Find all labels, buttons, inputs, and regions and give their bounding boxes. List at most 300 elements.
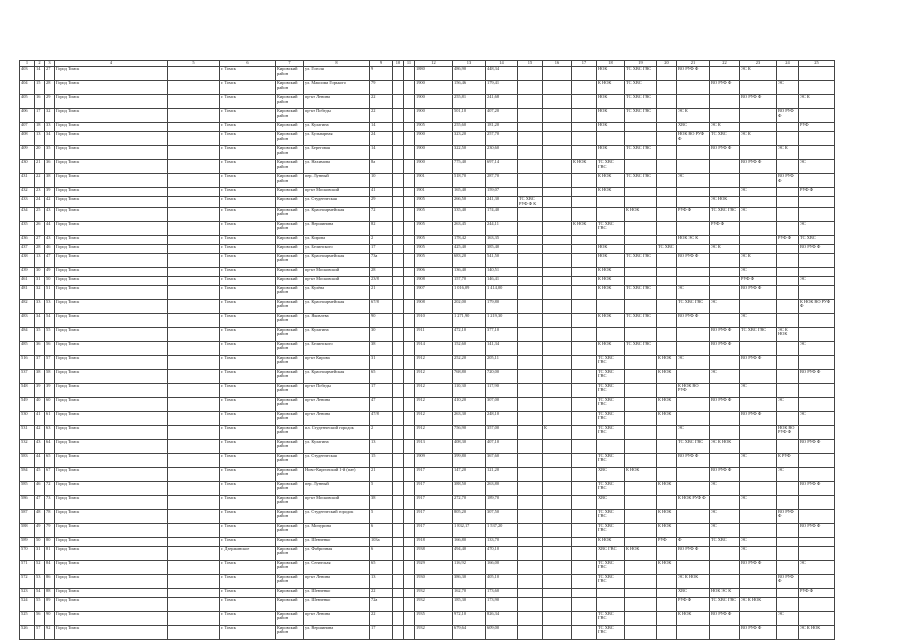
table-cell <box>625 188 657 197</box>
table-cell <box>572 188 597 197</box>
table-cell: ул. Студенческая <box>304 197 370 208</box>
table-cell <box>625 132 657 146</box>
table-cell: ВО РУФ Ф <box>777 174 799 188</box>
table-cell: ЭС К НОК <box>799 625 835 639</box>
table-cell: 29 <box>45 95 55 109</box>
table-cell: 483 <box>20 313 35 327</box>
table-cell <box>799 597 835 611</box>
table-row <box>20 625 835 639</box>
table-cell: Кировский район <box>276 174 304 188</box>
table-cell <box>799 546 835 560</box>
table-cell: 79 <box>45 523 55 537</box>
table-cell <box>168 523 220 537</box>
table-cell: 30 <box>370 327 393 341</box>
table-cell: 1917 <box>415 495 453 509</box>
table-cell: Город Томск <box>55 495 168 509</box>
table-cell <box>657 132 677 146</box>
table-cell: Город Томск <box>55 67 168 81</box>
table-cell: Кировский район <box>276 67 304 81</box>
table-cell: 516 <box>20 355 35 369</box>
table-cell <box>572 313 597 327</box>
table-cell: 38 <box>370 341 393 355</box>
table-cell <box>657 327 677 341</box>
table-cell <box>393 625 404 639</box>
table-cell <box>710 95 740 109</box>
table-cell: Город Томск <box>55 560 168 574</box>
table-cell <box>168 574 220 588</box>
table-row <box>20 588 835 597</box>
table-cell: пр-кт Ленина <box>304 574 370 588</box>
table-cell: 136,40 <box>453 267 486 276</box>
table-cell <box>777 67 799 81</box>
table-cell: ул. Сенатская <box>304 560 370 574</box>
table-cell <box>799 197 835 208</box>
table-cell: ЭС К <box>740 67 777 81</box>
table-cell: 103а <box>370 537 393 546</box>
table-cell: ХВС <box>597 495 625 509</box>
table-cell: 72 <box>370 207 393 221</box>
table-cell: К НОК <box>657 509 677 523</box>
table-cell: РУФ Ф <box>799 588 835 597</box>
table-cell: К НОК <box>677 611 710 625</box>
table-cell <box>543 453 572 467</box>
table-row <box>20 299 835 313</box>
table-cell: 405 <box>20 95 35 109</box>
table-cell: ТС ХВС ГВС <box>677 299 710 313</box>
table-cell: ТС ХВС ГВС <box>625 313 657 327</box>
table-cell <box>657 574 677 588</box>
table-cell: 27 <box>35 235 45 244</box>
table-cell: 174,40 <box>486 207 518 221</box>
table-cell <box>740 481 777 495</box>
table-cell: ТС ХВС ГВС <box>597 453 625 467</box>
table-cell: ТС ХВС ГВС <box>625 341 657 355</box>
table-cell: 1907 <box>415 285 453 299</box>
table-cell <box>572 174 597 188</box>
table-row <box>20 253 835 267</box>
table-cell: ул. Кулагина <box>304 123 370 132</box>
table-cell <box>777 188 799 197</box>
table-cell: 49 <box>45 267 55 276</box>
table-cell: 405,10 <box>486 574 518 588</box>
table-cell: Кировский район <box>276 383 304 397</box>
table-cell: ВО РУФ Ф <box>799 481 835 495</box>
table-cell: г. Томск <box>220 453 276 467</box>
table-cell <box>572 537 597 546</box>
table-cell <box>518 574 543 588</box>
table-cell: 116,92 <box>453 560 486 574</box>
table-cell <box>799 313 835 327</box>
table-cell <box>404 327 415 341</box>
table-cell <box>518 285 543 299</box>
table-cell: 41 <box>35 411 45 425</box>
table-cell: 1938 <box>415 546 453 560</box>
table-cell: ЭС <box>740 495 777 509</box>
table-cell: 386,30 <box>453 574 486 588</box>
table-cell: ТС ХВС ГВС <box>597 574 625 588</box>
table-cell: 435 <box>20 221 35 235</box>
table-cell: 166,00 <box>486 560 518 574</box>
table-cell <box>393 235 404 244</box>
table-cell <box>625 597 657 611</box>
table-cell: 42 <box>45 197 55 208</box>
table-cell <box>393 411 404 425</box>
table-cell: Город Томск <box>55 509 168 523</box>
table-cell: г. Томск <box>220 253 276 267</box>
table-cell: ЭС <box>799 560 835 574</box>
table-cell <box>597 597 625 611</box>
table-cell: ВО РУФ Ф <box>677 67 710 81</box>
table-cell: Кировский район <box>276 369 304 383</box>
table-row <box>20 81 835 95</box>
table-cell <box>543 81 572 95</box>
table-cell: 1900 <box>415 132 453 146</box>
table-cell <box>625 327 657 341</box>
table-cell <box>393 523 404 537</box>
table-cell: ул. Мичурина <box>304 523 370 537</box>
table-cell: Город Томск <box>55 625 168 639</box>
table-cell: 805,20 <box>453 509 486 523</box>
table-cell: 257,70 <box>486 132 518 146</box>
table-cell <box>710 253 740 267</box>
table-cell <box>799 253 835 267</box>
table-cell: ул. Яковлева <box>304 313 370 327</box>
table-cell <box>677 509 710 523</box>
table-cell: 1935 <box>415 611 453 625</box>
table-cell <box>740 574 777 588</box>
table-cell: 165,40 <box>453 188 486 197</box>
table-cell: Кировский район <box>276 625 304 639</box>
table-cell: 335,40 <box>453 207 486 221</box>
table-cell: К НОК <box>657 523 677 537</box>
table-cell <box>168 509 220 523</box>
table-cell <box>710 560 740 574</box>
table-cell <box>168 221 220 235</box>
table-cell <box>777 625 799 639</box>
table-cell: 571 <box>20 560 35 574</box>
table-cell <box>710 188 740 197</box>
table-cell <box>518 597 543 611</box>
table-cell <box>393 453 404 467</box>
table-cell: 37 <box>35 355 45 369</box>
table-cell <box>404 341 415 355</box>
table-cell <box>404 439 415 453</box>
table-cell: 27 <box>45 67 55 81</box>
table-cell: 22 <box>370 95 393 109</box>
table-cell: Город Томск <box>55 160 168 174</box>
table-cell <box>740 123 777 132</box>
column-number-cell: 13 <box>453 61 486 67</box>
table-cell <box>518 411 543 425</box>
table-cell: пр-кт Московский <box>304 267 370 276</box>
table-cell: ВО РУФ Ф <box>710 146 740 160</box>
table-cell: НОК <box>597 123 625 132</box>
table-cell <box>518 81 543 95</box>
table-cell: ЭС <box>777 397 799 411</box>
table-cell: 410,20 <box>453 397 486 411</box>
table-cell <box>393 299 404 313</box>
table-cell: РУФ Ф <box>799 188 835 197</box>
table-cell <box>572 509 597 523</box>
table-cell: 588 <box>20 523 35 537</box>
table-cell: 54 <box>35 588 45 597</box>
table-cell <box>572 481 597 495</box>
table-cell: 202,00 <box>453 299 486 313</box>
table-cell: ЭС К <box>799 95 835 109</box>
table-cell: 13 <box>370 439 393 453</box>
table-cell <box>572 197 597 208</box>
table-cell <box>393 341 404 355</box>
table-cell: Город Томск <box>55 425 168 439</box>
table-cell: г. Томск <box>220 267 276 276</box>
table-cell: К <box>543 425 572 439</box>
table-cell: 28 <box>370 267 393 276</box>
table-cell <box>625 383 657 397</box>
table-cell <box>799 174 835 188</box>
table-row <box>20 174 835 188</box>
table-row <box>20 197 835 208</box>
table-cell <box>404 560 415 574</box>
table-row <box>20 267 835 276</box>
table-cell: НОК ЭС К <box>710 588 740 597</box>
table-cell: 408,30 <box>453 439 486 453</box>
table-cell: К НОК ВО РУФ Ф <box>799 299 835 313</box>
table-cell <box>518 537 543 546</box>
table-cell: 8а <box>370 160 393 174</box>
table-cell: 1905 <box>415 221 453 235</box>
table-cell <box>777 207 799 221</box>
table-cell: Кировский район <box>276 299 304 313</box>
table-cell: Город Томск <box>55 207 168 221</box>
table-cell <box>404 285 415 299</box>
table-cell: 117,90 <box>486 383 518 397</box>
table-cell: 166,80 <box>453 537 486 546</box>
table-cell: ул. Красноармейская <box>304 369 370 383</box>
table-cell <box>543 299 572 313</box>
table-cell: ЭС <box>777 467 799 481</box>
table-cell: 1900 <box>415 109 453 123</box>
table-cell <box>740 397 777 411</box>
table-cell: ВО РУФ Ф <box>677 313 710 327</box>
table-cell: 173,90 <box>486 597 518 611</box>
table-cell: пл. Студенческий городок <box>304 425 370 439</box>
table-cell: ТС ХВС ГВС <box>625 146 657 160</box>
table-cell: Кировский район <box>276 425 304 439</box>
table-cell <box>393 383 404 397</box>
table-cell: ул. Красноармейская <box>304 299 370 313</box>
table-cell <box>168 481 220 495</box>
table-cell <box>799 509 835 523</box>
column-number-cell: 21 <box>677 61 710 67</box>
table-cell <box>404 267 415 276</box>
table-cell <box>799 425 835 439</box>
table-cell: 15 <box>370 453 393 467</box>
table-cell <box>777 285 799 299</box>
table-cell: ул. Шевченко <box>304 537 370 546</box>
table-cell <box>518 397 543 411</box>
table-cell: 39 <box>45 188 55 197</box>
table-cell <box>518 481 543 495</box>
table-cell <box>393 244 404 253</box>
table-cell: ул. Нахимова <box>304 160 370 174</box>
table-cell <box>543 588 572 597</box>
table-cell: ВО РУФ Ф <box>740 560 777 574</box>
table-cell: 572 <box>20 574 35 588</box>
table-cell <box>393 146 404 160</box>
table-cell: Город Томск <box>55 439 168 453</box>
table-cell <box>777 481 799 495</box>
table-cell: 425,40 <box>453 244 486 253</box>
table-cell <box>168 597 220 611</box>
table-cell: 768,80 <box>453 369 486 383</box>
table-cell <box>404 411 415 425</box>
table-cell <box>572 244 597 253</box>
table-cell: К НОК <box>597 267 625 276</box>
table-cell <box>393 439 404 453</box>
table-cell: ВО РУФ Ф <box>710 341 740 355</box>
table-cell <box>543 285 572 299</box>
table-cell: 72а <box>370 597 393 611</box>
table-cell: ЭС К <box>740 132 777 146</box>
table-cell: ТС ХВС РУФ Ф К <box>518 197 543 208</box>
table-cell: К НОК ВО РУФ <box>677 383 710 397</box>
table-cell: 367,60 <box>486 453 518 467</box>
table-cell: ТС ХВС ГВС <box>710 597 740 611</box>
table-cell: РУФ Ф <box>740 276 777 285</box>
table-cell <box>543 67 572 81</box>
table-cell: 1917 <box>415 467 453 481</box>
table-cell <box>404 523 415 537</box>
table-cell: 50 <box>45 276 55 285</box>
table-cell <box>168 625 220 639</box>
table-cell: г. Томск <box>220 574 276 588</box>
table-cell: ЭС К <box>777 146 799 160</box>
table-cell <box>799 81 835 95</box>
table-cell: Кировский <box>276 197 304 208</box>
table-cell <box>572 467 597 481</box>
table-cell: г. Томск <box>220 481 276 495</box>
table-cell: ТС ХВС ГВС <box>625 253 657 267</box>
table-row <box>20 467 835 481</box>
table-cell <box>625 481 657 495</box>
table-cell: 38 <box>35 369 45 383</box>
table-cell: Кировский район <box>276 560 304 574</box>
table-cell <box>799 611 835 625</box>
table-cell <box>393 327 404 341</box>
table-cell <box>710 546 740 560</box>
table-cell: 408 <box>20 132 35 146</box>
table-cell: Город Томск <box>55 188 168 197</box>
table-cell: ВО РУФ Ф <box>799 439 835 453</box>
table-cell: 51 <box>45 285 55 299</box>
table-cell: Кировский <box>276 188 304 197</box>
table-cell <box>657 95 677 109</box>
table-cell <box>393 95 404 109</box>
table-cell: 470,10 <box>486 546 518 560</box>
table-cell: Город Томск <box>55 109 168 123</box>
column-number-cell: 9 <box>370 61 393 67</box>
table-cell <box>710 453 740 467</box>
table-cell <box>404 509 415 523</box>
table-cell <box>657 123 677 132</box>
table-cell: 34 <box>45 132 55 146</box>
table-cell: 23 <box>35 188 45 197</box>
table-cell <box>518 123 543 132</box>
table-cell: ВО РУФ Ф <box>799 244 835 253</box>
table-cell: 484 <box>20 327 35 341</box>
table-cell: 185,30 <box>453 597 486 611</box>
table-cell: 39 <box>45 383 55 397</box>
table-cell: 388,50 <box>453 481 486 495</box>
table-cell: 60 <box>45 397 55 411</box>
table-cell <box>168 207 220 221</box>
table-cell: 40 <box>35 397 45 411</box>
table-cell: 133,70 <box>486 537 518 546</box>
column-number-cell: 18 <box>597 61 625 67</box>
table-cell: Город Томск <box>55 327 168 341</box>
table-cell <box>404 244 415 253</box>
table-cell: г. Томск <box>220 327 276 341</box>
table-cell: 5 <box>370 481 393 495</box>
table-cell: ТС ХВС <box>710 537 740 546</box>
table-cell: 406 <box>20 109 35 123</box>
table-cell <box>404 625 415 639</box>
table-cell <box>168 174 220 188</box>
table-cell: 72 <box>45 481 55 495</box>
table-cell: 409 <box>20 146 35 160</box>
table-cell: ЭС <box>740 546 777 560</box>
table-cell: 14 <box>370 146 393 160</box>
table-cell <box>740 611 777 625</box>
table-cell: ВО РУФ Ф <box>710 397 740 411</box>
table-cell: 30 <box>35 267 45 276</box>
table-row <box>20 207 835 221</box>
table-cell: пр-кт Ленина <box>304 411 370 425</box>
table-cell: ТС ХВС ГВС <box>597 481 625 495</box>
table-cell <box>543 267 572 276</box>
table-cell: Кировский район <box>276 397 304 411</box>
table-cell: ВО РУФ Ф <box>677 453 710 467</box>
table-cell: 34 <box>35 313 45 327</box>
table-cell: пр-кт Ленина <box>304 611 370 625</box>
table-cell: 21 <box>370 285 393 299</box>
table-cell: пр-кт Победы <box>304 109 370 123</box>
table-cell <box>404 67 415 81</box>
table-cell: РУФ Ф <box>677 597 710 611</box>
table-cell: Кировский район <box>276 109 304 123</box>
table-cell <box>572 560 597 574</box>
table-cell <box>168 495 220 509</box>
table-cell: Город Томск <box>55 523 168 537</box>
table-cell: 1910 <box>415 313 453 327</box>
table-cell <box>168 327 220 341</box>
table-cell: 272,70 <box>453 495 486 509</box>
table-cell: 1917 <box>415 523 453 537</box>
table-cell: г. Томск <box>220 81 276 95</box>
table-cell <box>710 235 740 244</box>
table-cell: ТС ХВС ГВС <box>597 355 625 369</box>
column-number-cell: 17 <box>572 61 597 67</box>
table-cell: 47 <box>45 253 55 267</box>
table-cell: г. Томск <box>220 276 276 285</box>
table-cell <box>404 95 415 109</box>
table-cell <box>625 197 657 208</box>
table-cell <box>543 197 572 208</box>
table-cell <box>777 383 799 397</box>
table-row <box>20 523 835 537</box>
table-cell <box>710 411 740 425</box>
table-cell <box>393 560 404 574</box>
